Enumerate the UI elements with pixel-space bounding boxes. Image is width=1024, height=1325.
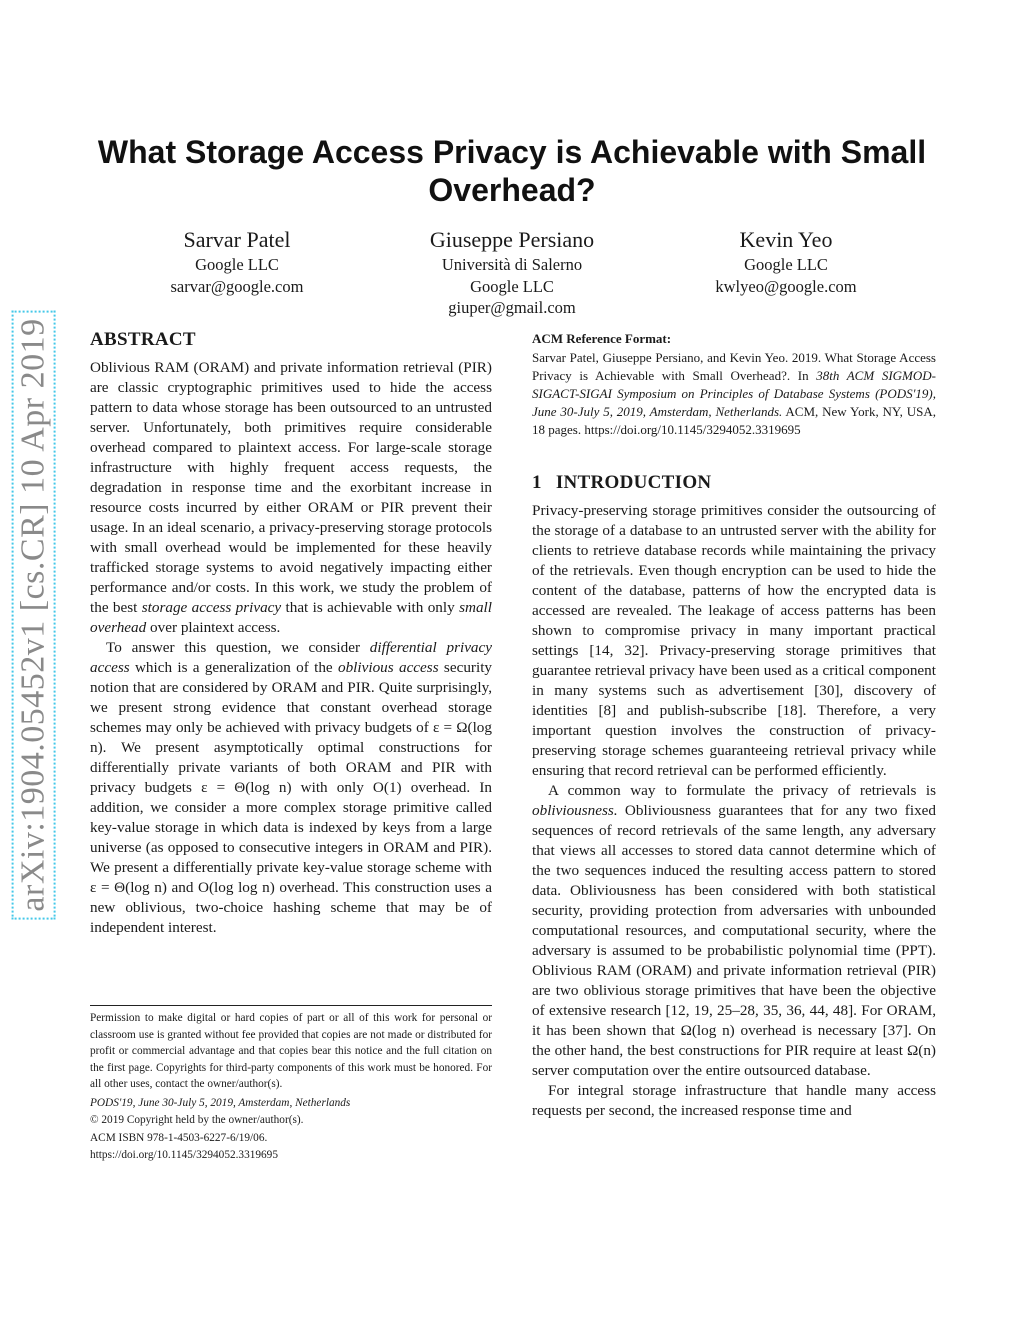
introduction-paragraph-1: Privacy-preserving storage primitives consider the outsourcing of the storage of a database to an untrusted server with the ability for clients to retrieve database records while maintaining the privacy of the retrievals. Even though encryption can be used to hide the content of the database, patterns of how the encrypted data is accessed are revealed. The leakage of access patterns has been shown to compromise privacy in many important practical settings [14, 32]. Privacy-preserving storage primitives that guarantee retrieval privacy have been used as a critical component in many systems such as advertisement [30], discovery of identities [8] and publish-subscribe [18]. Therefore, a very important question involves the construction of privacy-preserving storage schemes guaranteeing retrieval privacy while ensuring that record retrieval can be performed efficiently. xyxy=(532,502,936,779)
arxiv-identifier-text: arXiv:1904.05452v1 [cs.CR] 10 Apr 2019 xyxy=(12,310,56,919)
author-affiliation: Google LLC xyxy=(744,255,828,274)
author-email: giuper@gmail.com xyxy=(448,298,576,317)
author-name: Giuseppe Persiano xyxy=(429,227,595,252)
author-email: kwlyeo@google.com xyxy=(715,276,857,296)
copyright-line: © 2019 Copyright held by the owner/author(s). xyxy=(90,1114,304,1126)
acm-reference-text: Sarvar Patel, Giuseppe Persiano, and Kevin Yeo. 2019. What Storage Access Privacy is Achievable with Small Overhead?. In 38th ACM SIGMOD-SIGACT-SIGAI Symposium on Principles of Database Systems (PODS'19), June 30-July 5, 2019, Amsterdam, Netherlands. ACM, New York, NY, USA, 18 pages. https://doi.org/10.1145/3294052.3319695 xyxy=(532,350,936,437)
abstract-heading: ABSTRACT xyxy=(90,329,196,350)
footnote-divider xyxy=(90,1005,492,1006)
abstract-paragraph-1: Oblivious RAM (ORAM) and private information retrieval (PIR) are classic cryptographic primitives used to hide the access pattern to data whose storage has been outsourced to an untrusted server. Unfortunately, both primitives require considerable overhead compared to plaintext access. For large-scale storage infrastructure with highly frequent access requests, the degradation in response time and the exorbitant increase in resource costs incurred by either ORAM or PIR prevent their usage. In an ideal scenario, a privacy-preserving storage protocols with small overhead would be implemented for these heavily trafficked storage systems to avoid negatively impacting either performance and/or costs. In this work, we study the problem of the best storage access privacy that is achievable with only small overhead over plaintext access. xyxy=(90,359,492,636)
abstract-paragraph-2: To answer this question, we consider differential privacy access which is a generalization of the oblivious access security notion that are considered by ORAM and PIR. Quite surprisingly, we present strong evidence that constant overhead storage schemes may only be achieved with privacy budgets of ε = Ω(log n). We present asymptotically optimal constructions for differentially private variants of both ORAM and PIR with privacy budgets ε = Θ(log n) with only O(1) overhead. In addition, we consider a more complex storage primitive called key-value storage in which data is indexed by keys from a large universe (as opposed to consecutive integers in ORAM and PIR). We present a differentially private key-value storage scheme with ε = Θ(log n) and O(log log n) overhead. This construction uses a new oblivious, two-choice hashing scheme that may be of independent interest. xyxy=(90,639,493,936)
introduction-paragraph-3: For integral storage infrastructure that handle many access requests per second, the increased response time and xyxy=(532,1082,936,1119)
paper-title: What Storage Access Privacy is Achievable with Small Overhead? xyxy=(97,134,927,208)
acm-reference-heading: ACM Reference Format: xyxy=(532,331,672,346)
author-1 xyxy=(87,226,387,297)
author-2 xyxy=(362,226,662,319)
doi-link[interactable]: https://doi.org/10.1145/3294052.3319695 xyxy=(90,1149,278,1161)
copyright-footnote xyxy=(90,1010,492,1164)
venue-line: PODS'19, June 30-July 5, 2019, Amsterdam, Netherlands xyxy=(90,1096,351,1109)
isbn-line: ACM ISBN 978-1-4503-6227-6/19/06. xyxy=(90,1131,268,1144)
introduction-paragraph-2: A common way to formulate the privacy of retrievals is obliviousness. Obliviousness guarantees that for any two fixed sequences of record retrievals of the same length, any adversary that views all accesses to stored data cannot determine which of the two sequences induced the resulting access pattern to stored data. Obliviousness has been considered with both statistical security, providing protection from adversaries with unbounded computational resources, and computational security, where the adversary is assumed to be probabilistic polynomial time (PPT). Oblivious RAM (ORAM) and private information retrieval (PIR) are two oblivious storage primitives that have been the objective of extensive research [12, 19, 25–28, 35, 36, 44, 48]. For ORAM, it has been shown that Ω(log n) overhead is necessary [37]. On the other hand, the best constructions for PIR require at least Ω(n) server computation over the entire outsourced database. xyxy=(532,782,936,1079)
right-column xyxy=(532,330,936,1121)
author-affiliation: Università di Salerno xyxy=(441,255,583,274)
introduction-heading: 1 INTRODUCTION xyxy=(532,472,712,493)
left-column xyxy=(90,328,492,938)
permission-notice: Permission to make digital or hard copies of part or all of this work for personal or classroom use is granted without fee provided that copies are not made or distributed for profit or commercial advantage and that copies bear this notice and the full citation on the first page. Copyrights for third-party components of this work must be honored. For all other uses, contact the owner/author(s). xyxy=(90,1012,492,1090)
author-affiliation-secondary: Google LLC xyxy=(470,276,554,296)
author-name: Sarvar Patel xyxy=(183,227,291,252)
author-email: sarvar@google.com xyxy=(170,276,304,296)
author-3 xyxy=(636,226,936,297)
arxiv-identifier-stamp xyxy=(12,320,56,910)
author-affiliation: Google LLC xyxy=(195,255,279,274)
author-name: Kevin Yeo xyxy=(739,227,833,252)
